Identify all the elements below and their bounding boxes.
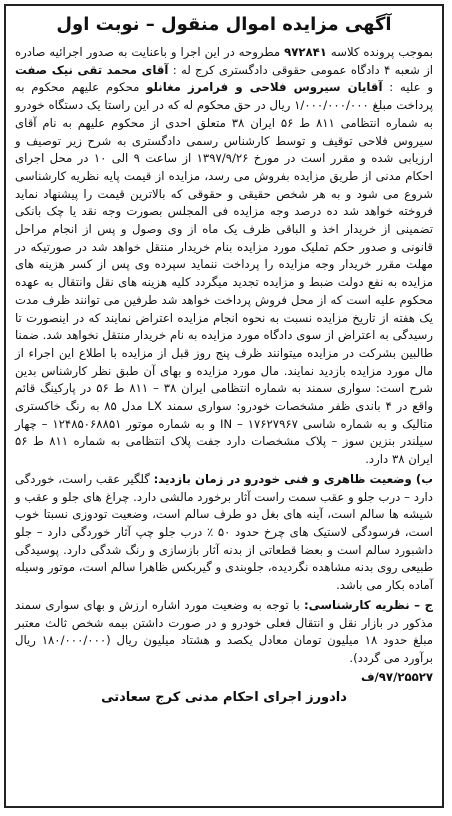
body-text: محکوم علیهم محکوم به پرداخت مبلغ ۱/۰۰۰/۰۰۰/۰۰۰ ریال در حق محکوم له که در این راستا یک دستگاه خودرو به شماره انتظامی ۸۱۱ ط ۵۶ ایران ۳۸ متعلق احدی از محکوم علیهم به نام آقای سیروس فلاحی توقیف و توسط کارشناس رسمی دادگستری به شرح زیر توصیف و ارزیابی شده و مقرر است در مورخ ۱۳۹۷/۹/۲۶ از ساعت ۹ الی ۱۰ در محل اجرای احکام مدنی از طریق مزایده بفروش می رسد، مزایده از قیمت پایه نظریه کارشناسی شروع می شود و به هر شخص حقیقی و حقوقی که بالاترین قیمت را پیشنهاد نماید فروخته خواهد شد ده درصد وجه مزایده فی المجلس بصورت وجه نقد یا چک بانکی تضمینی از خریدار اخذ و الباقی ظرف یک ماه از وی وصول و پس از انجام مراحل قانونی و صدور حکم تملیک مورد مزایده بنام خریدار منتقل خواهد شد در صورتیکه در مهلت مقرر خریدار وجه مزایده را پرداخت ننماید سپرده وی پس از کسر هزینه های مزایده به نفع دولت ضبط و مزایده تجدید میگردد کلیه هزینه های نقل وانتقال به عهده محکوم علیه است که از محل فروش پرداخت خواهد شد طرفین می توانند ظرف مدت یک هفته از تاریخ مزایده نسبت به نحوه انجام مزایده اعتراض نمایند که در اینصورت تا رسیدگی به اعتراض از سوی دادگاه مورد مزایده به نام خریدار منتقل نخواهد شد. ضمنا طالبین بشرکت در مزایده میتوانند ظرف پنج روز قبل از مزایده با اطلاع این اجراء از مال مورد مزایده بازدید نمایند. مال مورد مزایده و بهای آن طبق نظر کارشناس بدین شرح است: سواری سمند به شماره انتظامی ایران ۳۸ – ۸۱۱ ط ۵۶ در پارکینگ قائم واقع در ۴ باندی ظفر مشخصات خودرو: سواری سمند LX مدل ۸۵ به رنگ خاکستری متالیک و به شماره شاسی ۱۷۶۲۷۹۶۷ – IN و به شماره موتور ۱۲۴۸۵۰۶۸۸۵۱ – چهار سیلندر بنزین سوز – پلاک مشخصات دارد جفت پلاک انتظامی به شماره ۸۱۱ ط ۵۶ ایران ۳۸ دارد.	[15, 80, 433, 467]
body-text: بموجب پرونده کلاسه	[326, 45, 433, 59]
expert-opinion-heading: ج – نظریه کارشناسی:	[303, 597, 433, 612]
creditor-name: آقای محمد تقی نیک صفت	[15, 62, 169, 77]
signature: دادورز اجرای احکام مدنی کرج سعادتی	[101, 689, 347, 705]
case-number: ۹۷۲۸۴۱	[284, 45, 327, 59]
vehicle-condition-paragraph	[15, 471, 433, 595]
vehicle-condition-text: گلگیر عقب راست، خوردگی دارد – درب جلو و عقب سمت راست آثار برخورد مالشی دارد. چراغ های جلو و عقب و شیشه ها سالم است، آینه های بغل دو طرف سالم است، وضعیت تودوزی نسبتا خوب است، فرسودگی لاستیک های چرخ حدود ۵۰ ٪ درب جلو چپ آثار خوردگی دارد – جلو داشبورد سالم است و بعضا قطعاتی از بدنه آثار بازسازی و رنگ شدگی دارد. پوسیدگی طبیعی روی بدنه مشاهده نگردیده، جلوبندی و گیربکس ظاهرا سالم است، موتور وسیله آماده بکار می باشد.	[15, 471, 433, 593]
notice-title: آگهی مزایده اموال منقول – نوبت اول	[56, 14, 392, 35]
notice-body-paragraph	[15, 44, 433, 469]
vehicle-condition-heading: ب) وضعیت ظاهری و فنی خودرو در زمان بازدید:	[153, 471, 433, 486]
expert-opinion-paragraph	[15, 597, 433, 668]
body-text: و علیه :	[382, 80, 433, 95]
notice-frame	[4, 4, 444, 808]
reference-number: ۹۷/۲۵۵۲۷/ف	[360, 669, 433, 684]
body-text: مطروحه در این اجرا و باعنایت به صدور اجرائیه صادره از شعبه ۴ دادگاه عمومی حقوقی دادگستری کرج له :	[15, 45, 433, 77]
debtor-names: آقایان سیروس فلاحی و فرامرز مغانلو	[146, 80, 383, 95]
expert-opinion-text: با توجه به وضعیت مورد اشاره ارزش و بهای سواری سمند مذکور در بازار نقل و انتقال فعلی خودرو و در صورت داشتن بیمه شخص ثالث معتبر مبلغ حدود ۱۸ میلیون تومان معادل یکصد و هشتاد میلیون ریال (۱۸۰/۰۰۰/۰۰۰ ریال برآورد می گردد).	[15, 597, 433, 665]
